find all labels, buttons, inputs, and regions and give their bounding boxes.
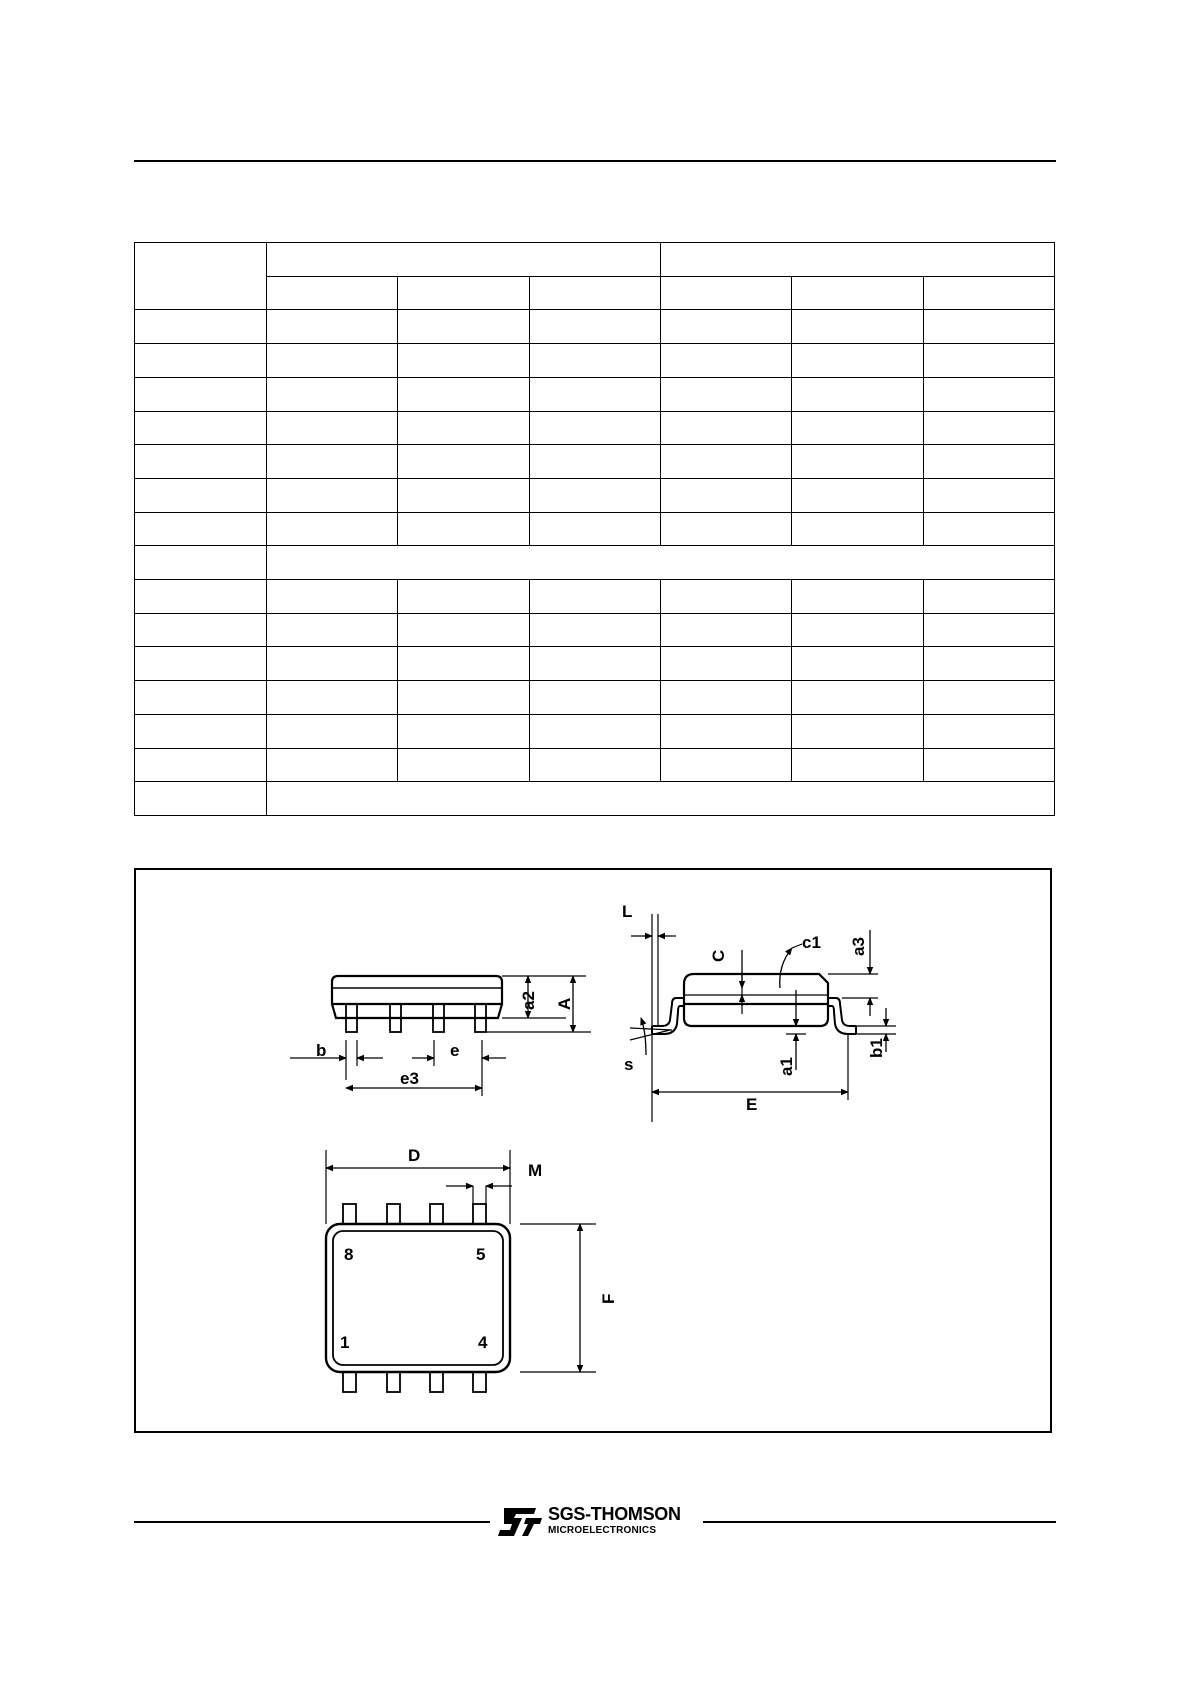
dim-label-a1: a1 [777,1057,796,1076]
table-cell [398,276,529,310]
dimensions-table [134,242,1055,816]
dim-label-E: E [746,1095,758,1114]
pin-number-1: 1 [340,1333,350,1352]
dim-label-e: e [450,1041,460,1060]
table-row [135,613,1055,647]
dim-label-M: M [528,1161,543,1180]
table-row-merged [135,546,1055,580]
brand-subname: MICROELECTRONICS [548,1525,657,1536]
brand-name: SGS-THOMSON [548,1504,681,1524]
dim-label-b1: b1 [867,1038,886,1058]
top-view [326,1150,596,1392]
table-cell [135,243,267,310]
st-logo-mark-icon [496,1506,544,1538]
dim-label-c1: c1 [802,933,821,952]
dim-label-L: L [622,902,633,921]
table-row [135,445,1055,479]
package-drawing [134,868,1052,1433]
footer-rule-right [703,1521,1056,1523]
table-row [135,344,1055,378]
pin-number-4: 4 [478,1333,488,1352]
table-row [135,580,1055,614]
table-row [135,411,1055,445]
footer-rule-left [134,1521,490,1523]
table-row [135,512,1055,546]
table-header-row [135,243,1055,277]
top-rule [134,160,1056,162]
table-cell [660,243,1054,277]
table-cell [267,243,661,277]
table-row-merged [135,782,1055,816]
pin-number-8: 8 [344,1245,354,1264]
table-row [135,714,1055,748]
table-cell [923,276,1054,310]
table-cell [792,276,923,310]
dim-label-C: C [709,949,728,962]
table-row [135,647,1055,681]
table-row [135,310,1055,344]
dim-label-A: A [555,997,574,1010]
dim-label-s: s [624,1055,634,1074]
table-row [135,681,1055,715]
dim-label-e3: e3 [400,1069,419,1088]
table-cell [529,276,660,310]
front-view [290,976,591,1096]
table-row [135,377,1055,411]
table-cell [267,276,398,310]
table-cell [660,276,791,310]
dim-label-a2: a2 [519,991,538,1010]
table-header-row [135,276,1055,310]
st-logo [496,1504,696,1540]
table-row [135,478,1055,512]
dim-label-a3: a3 [849,937,868,956]
table-row [135,748,1055,782]
dim-label-D: D [408,1146,421,1165]
pin-number-5: 5 [476,1245,486,1264]
dim-label-b: b [316,1041,327,1060]
dim-label-F: F [599,1293,618,1304]
